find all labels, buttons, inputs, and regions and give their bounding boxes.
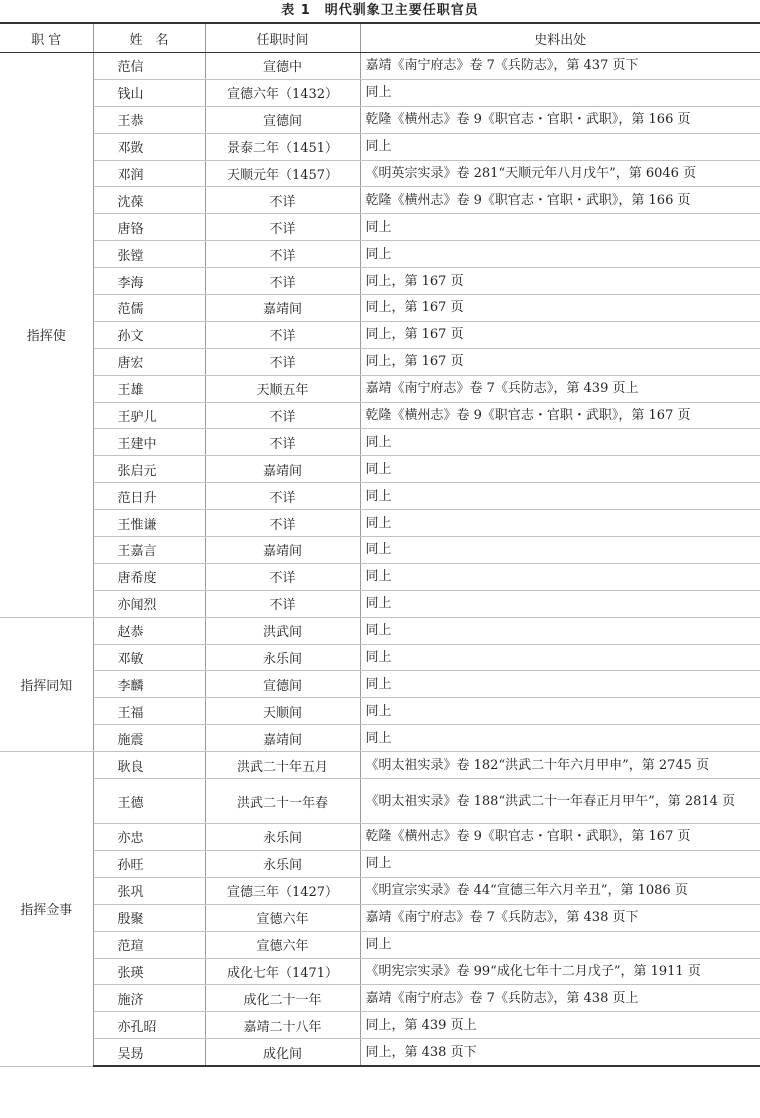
time-cell: 嘉靖间 bbox=[205, 456, 360, 483]
time-cell: 永乐间 bbox=[205, 644, 360, 671]
name-cell: 范日升 bbox=[93, 483, 205, 510]
time-cell: 嘉靖二十八年 bbox=[205, 1012, 360, 1039]
time-cell: 永乐间 bbox=[205, 850, 360, 877]
table-row bbox=[0, 644, 760, 671]
source-cell: 同上，第 167 页 bbox=[360, 268, 760, 295]
time-cell: 不详 bbox=[205, 429, 360, 456]
table-caption: 表 1 明代驯象卫主要任职官员 bbox=[281, 3, 479, 18]
time-cell: 永乐间 bbox=[205, 824, 360, 851]
source-cell: 同上，第 167 页 bbox=[360, 321, 760, 348]
table-header-row bbox=[0, 23, 760, 53]
table-row bbox=[0, 904, 760, 931]
table-row bbox=[0, 187, 760, 214]
table-row bbox=[0, 958, 760, 985]
source-cell: 嘉靖《南宁府志》卷 7《兵防志》，第 439 页上 bbox=[360, 375, 760, 402]
table-body bbox=[0, 53, 760, 1067]
time-cell: 宣德六年（1432） bbox=[205, 79, 360, 106]
time-cell: 宣德六年 bbox=[205, 904, 360, 931]
position-cell: 指挥使 bbox=[0, 53, 93, 618]
position-cell: 指挥佥事 bbox=[0, 752, 93, 1066]
source-cell: 同上 bbox=[360, 563, 760, 590]
name-cell: 殷聚 bbox=[93, 904, 205, 931]
table-row bbox=[0, 321, 760, 348]
header-source: 史料出处 bbox=[360, 23, 760, 53]
table-row bbox=[0, 375, 760, 402]
table-row bbox=[0, 214, 760, 241]
table-row bbox=[0, 877, 760, 904]
time-cell: 宣德六年 bbox=[205, 931, 360, 958]
source-cell: 乾隆《横州志》卷 9《职官志・官职・武职》，第 166 页 bbox=[360, 187, 760, 214]
time-cell: 宣德中 bbox=[205, 53, 360, 80]
officials-table bbox=[0, 22, 760, 1067]
table-row bbox=[0, 79, 760, 106]
time-cell: 不详 bbox=[205, 348, 360, 375]
name-cell: 邓润 bbox=[93, 160, 205, 187]
time-cell: 不详 bbox=[205, 563, 360, 590]
source-cell: 同上 bbox=[360, 537, 760, 564]
table-row bbox=[0, 510, 760, 537]
source-cell: 同上 bbox=[360, 241, 760, 268]
name-cell: 王恭 bbox=[93, 106, 205, 133]
source-cell: 同上 bbox=[360, 644, 760, 671]
name-cell: 王嘉言 bbox=[93, 537, 205, 564]
name-cell: 耿良 bbox=[93, 752, 205, 779]
time-cell: 洪武间 bbox=[205, 617, 360, 644]
name-cell: 唐宏 bbox=[93, 348, 205, 375]
source-cell: 同上，第 438 页下 bbox=[360, 1039, 760, 1066]
time-cell: 不详 bbox=[205, 241, 360, 268]
name-cell: 王雄 bbox=[93, 375, 205, 402]
time-cell: 嘉靖间 bbox=[205, 295, 360, 322]
source-cell: 嘉靖《南宁府志》卷 7《兵防志》，第 438 页下 bbox=[360, 904, 760, 931]
time-cell: 不详 bbox=[205, 214, 360, 241]
name-cell: 范儒 bbox=[93, 295, 205, 322]
table-row bbox=[0, 850, 760, 877]
time-cell: 成化七年（1471） bbox=[205, 958, 360, 985]
table-row bbox=[0, 1039, 760, 1066]
time-cell: 宣德间 bbox=[205, 106, 360, 133]
table-row bbox=[0, 824, 760, 851]
time-cell: 不详 bbox=[205, 268, 360, 295]
table-row bbox=[0, 725, 760, 752]
table-row bbox=[0, 563, 760, 590]
source-cell: 同上 bbox=[360, 214, 760, 241]
source-cell: 《明宣宗实录》卷 44“宣德三年六月辛丑”，第 1086 页 bbox=[360, 877, 760, 904]
source-cell: 同上 bbox=[360, 79, 760, 106]
name-cell: 张瑛 bbox=[93, 958, 205, 985]
source-cell: 同上 bbox=[360, 429, 760, 456]
time-cell: 不详 bbox=[205, 187, 360, 214]
table-row bbox=[0, 779, 760, 824]
header-time: 任职时间 bbox=[205, 23, 360, 53]
table-row bbox=[0, 985, 760, 1012]
table-row bbox=[0, 617, 760, 644]
source-cell: 同上 bbox=[360, 133, 760, 160]
source-cell: 同上 bbox=[360, 590, 760, 617]
table-row bbox=[0, 160, 760, 187]
name-cell: 张镗 bbox=[93, 241, 205, 268]
time-cell: 洪武二十年五月 bbox=[205, 752, 360, 779]
table-row bbox=[0, 590, 760, 617]
table-row bbox=[0, 106, 760, 133]
table-row bbox=[0, 429, 760, 456]
time-cell: 不详 bbox=[205, 321, 360, 348]
name-cell: 赵恭 bbox=[93, 617, 205, 644]
source-cell: 同上 bbox=[360, 510, 760, 537]
source-cell: 《明太祖实录》卷 188“洪武二十一年春正月甲午”，第 2814 页 bbox=[360, 779, 760, 824]
table-row bbox=[0, 295, 760, 322]
source-cell: 同上 bbox=[360, 931, 760, 958]
table-row bbox=[0, 698, 760, 725]
table-row bbox=[0, 483, 760, 510]
table-row bbox=[0, 752, 760, 779]
name-cell: 范瑄 bbox=[93, 931, 205, 958]
name-cell: 唐希度 bbox=[93, 563, 205, 590]
name-cell: 邓敳 bbox=[93, 133, 205, 160]
time-cell: 嘉靖间 bbox=[205, 537, 360, 564]
name-cell: 孙文 bbox=[93, 321, 205, 348]
name-cell: 张启元 bbox=[93, 456, 205, 483]
time-cell: 天顺间 bbox=[205, 698, 360, 725]
source-cell: 嘉靖《南宁府志》卷 7《兵防志》，第 438 页上 bbox=[360, 985, 760, 1012]
name-cell: 孙旺 bbox=[93, 850, 205, 877]
source-cell: 乾隆《横州志》卷 9《职官志・官职・武职》，第 167 页 bbox=[360, 402, 760, 429]
source-cell: 乾隆《横州志》卷 9《职官志・官职・武职》，第 166 页 bbox=[360, 106, 760, 133]
name-cell: 李麟 bbox=[93, 671, 205, 698]
name-cell: 李海 bbox=[93, 268, 205, 295]
source-cell: 《明太祖实录》卷 182“洪武二十年六月甲申”，第 2745 页 bbox=[360, 752, 760, 779]
name-cell: 王福 bbox=[93, 698, 205, 725]
time-cell: 洪武二十一年春 bbox=[205, 779, 360, 824]
name-cell: 钱山 bbox=[93, 79, 205, 106]
name-cell: 亦忠 bbox=[93, 824, 205, 851]
source-cell: 同上 bbox=[360, 850, 760, 877]
name-cell: 王驴儿 bbox=[93, 402, 205, 429]
name-cell: 亦孔昭 bbox=[93, 1012, 205, 1039]
table-row bbox=[0, 456, 760, 483]
time-cell: 嘉靖间 bbox=[205, 725, 360, 752]
position-cell: 指挥同知 bbox=[0, 617, 93, 751]
name-cell: 王惟谦 bbox=[93, 510, 205, 537]
time-cell: 不详 bbox=[205, 510, 360, 537]
source-cell: 同上，第 439 页上 bbox=[360, 1012, 760, 1039]
table-row bbox=[0, 53, 760, 80]
source-cell: 同上，第 167 页 bbox=[360, 348, 760, 375]
table-row bbox=[0, 671, 760, 698]
source-cell: 同上 bbox=[360, 671, 760, 698]
name-cell: 王建中 bbox=[93, 429, 205, 456]
time-cell: 天顺五年 bbox=[205, 375, 360, 402]
header-position: 职 官 bbox=[0, 23, 93, 53]
table-row bbox=[0, 348, 760, 375]
table-row bbox=[0, 133, 760, 160]
source-cell: 同上 bbox=[360, 725, 760, 752]
name-cell: 邓敏 bbox=[93, 644, 205, 671]
time-cell: 成化二十一年 bbox=[205, 985, 360, 1012]
source-cell: 《明宪宗实录》卷 99“成化七年十二月戊子”，第 1911 页 bbox=[360, 958, 760, 985]
table-row bbox=[0, 402, 760, 429]
name-cell: 范信 bbox=[93, 53, 205, 80]
time-cell: 不详 bbox=[205, 483, 360, 510]
time-cell: 成化间 bbox=[205, 1039, 360, 1066]
source-cell: 《明英宗实录》卷 281“天顺元年八月戊午”，第 6046 页 bbox=[360, 160, 760, 187]
source-cell: 同上 bbox=[360, 456, 760, 483]
name-cell: 沈葆 bbox=[93, 187, 205, 214]
time-cell: 宣德间 bbox=[205, 671, 360, 698]
source-cell: 同上 bbox=[360, 483, 760, 510]
time-cell: 不详 bbox=[205, 402, 360, 429]
name-cell: 亦闻烈 bbox=[93, 590, 205, 617]
table-row bbox=[0, 537, 760, 564]
name-cell: 施震 bbox=[93, 725, 205, 752]
time-cell: 天顺元年（1457） bbox=[205, 160, 360, 187]
source-cell: 同上 bbox=[360, 698, 760, 725]
table-row bbox=[0, 241, 760, 268]
name-cell: 张巩 bbox=[93, 877, 205, 904]
time-cell: 宣德三年（1427） bbox=[205, 877, 360, 904]
table-row bbox=[0, 931, 760, 958]
table-row bbox=[0, 268, 760, 295]
name-cell: 施济 bbox=[93, 985, 205, 1012]
source-cell: 同上 bbox=[360, 617, 760, 644]
time-cell: 不详 bbox=[205, 590, 360, 617]
source-cell: 嘉靖《南宁府志》卷 7《兵防志》，第 437 页下 bbox=[360, 53, 760, 80]
name-cell: 王德 bbox=[93, 779, 205, 824]
name-cell: 吴昮 bbox=[93, 1039, 205, 1066]
table-row bbox=[0, 1012, 760, 1039]
header-name: 姓 名 bbox=[93, 23, 205, 53]
source-cell: 乾隆《横州志》卷 9《职官志・官职・武职》，第 167 页 bbox=[360, 824, 760, 851]
name-cell: 唐铬 bbox=[93, 214, 205, 241]
time-cell: 景泰二年（1451） bbox=[205, 133, 360, 160]
source-cell: 同上，第 167 页 bbox=[360, 295, 760, 322]
